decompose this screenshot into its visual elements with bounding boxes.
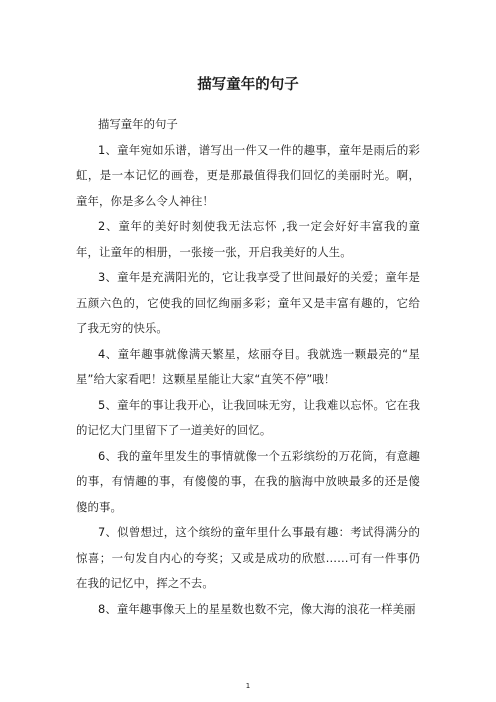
paragraph-8: 8、童年趣事像天上的星星数也数不完，像大海的浪花一样美丽 [98,601,416,616]
paragraph-5: 5、童年的事让我开心，让我回味无穷，让我难以忘怀。它在我的记忆大门里留下了一道美好的回忆。 [76,397,420,437]
paragraph-3: 3、童年是充满阳光的，它让我享受了世间最好的关爱；童年是五颜六色的，它使我的回忆绚丽多彩；童年又是丰富有趣的，它给了我无穷的快乐。 [76,270,420,335]
paragraph-1: 1、童年宛如乐谱，谱写出一件又一件的趣事，童年是雨后的彩虹，是一本记忆的画卷，更是那最值得我们回忆的美丽时光。啊，童年，你是多么令人神往！ [76,142,420,208]
paragraph-2: 2、童年的美好时刻使我无法忘怀 ,我一定会好好丰富我的童年，让童年的相册，一张接一张，开启我美好的人生。 [76,219,420,259]
paragraph-7: 7、似曾想过，这个缤纷的童年里什么事最有趣：考试得满分的惊喜；一句发自内心的夸奖；又或是成功的欣慰……可有一件事仍在我的记忆中，挥之不去。 [76,525,420,590]
page-number: 1 [245,682,251,690]
document-subtitle: 描写童年的句子 [98,117,178,131]
document-body [76,112,420,622]
paragraph-6: 6、我的童年里发生的事情就像一个五彩缤纷的万花筒，有意趣的事，有情趣的事，有傻傻的事，在我的脑海中放映最多的还是傻傻的事。 [76,448,420,514]
paragraph-4: 4、童年趣事就像满天繁星，炫丽夺目。我就选一颗最亮的“星星”给大家看吧！这颗星星能让大家“直笑不停”哦！ [76,346,420,386]
document-title: 描写童年的句子 [197,77,299,93]
